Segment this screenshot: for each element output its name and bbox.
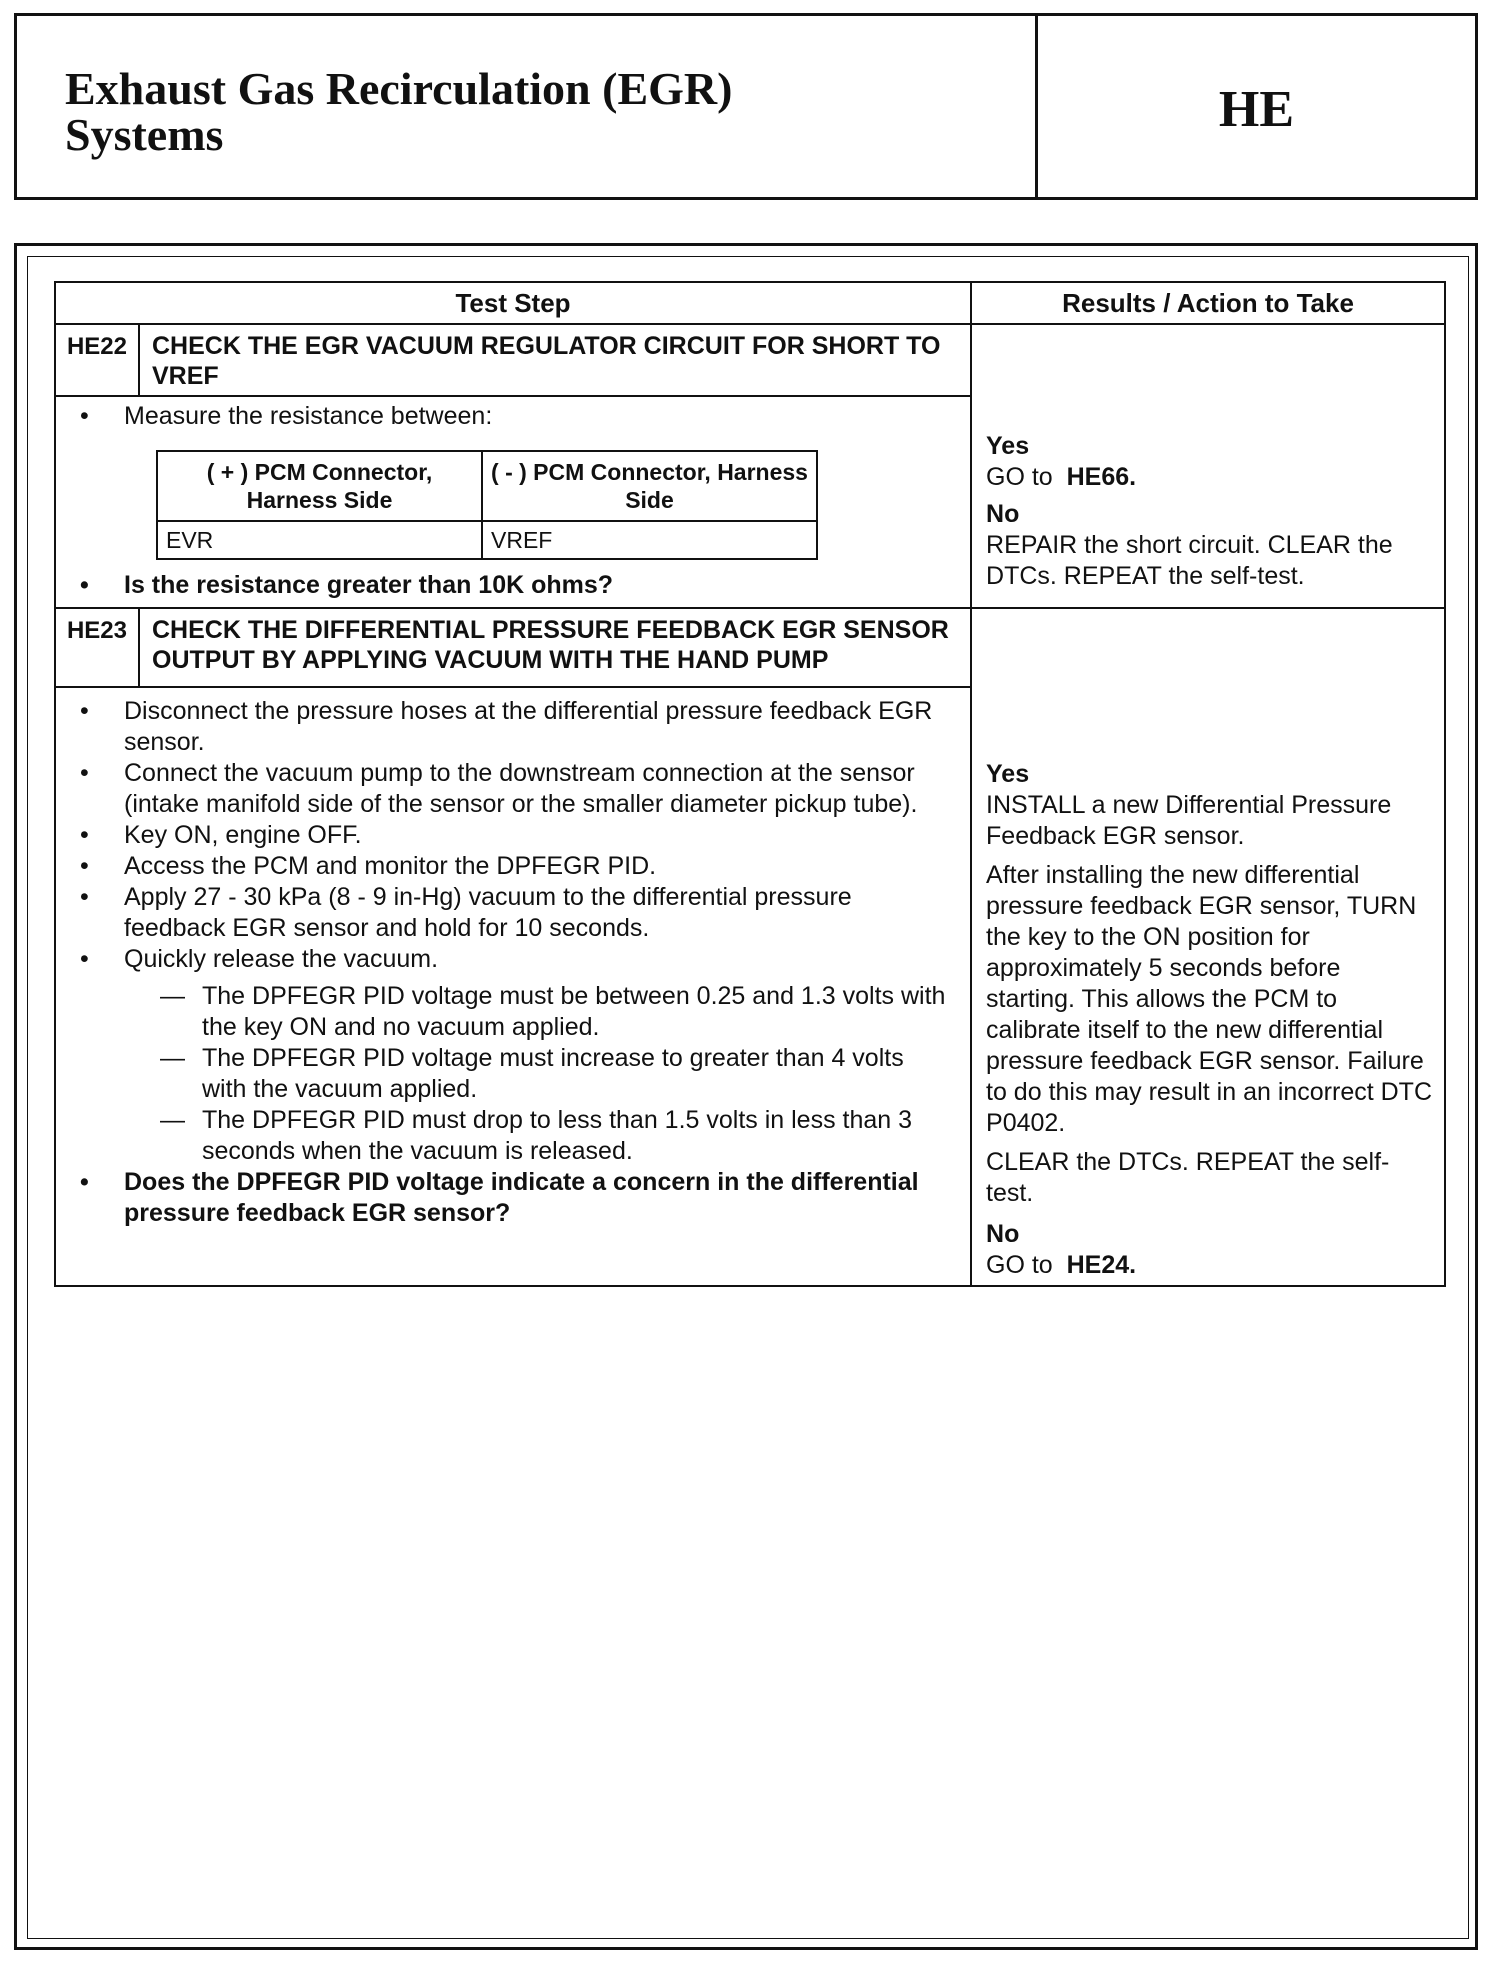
connector-neg-value: VREF: [482, 521, 817, 559]
sub-list-item-text: The DPFEGR PID voltage must be between 0.25 and 1.3 volts with the key ON and no vacuum applied.: [202, 981, 946, 1041]
page-title-line1: Exhaust Gas Recirculation (EGR): [65, 63, 733, 114]
list-item: [76, 851, 950, 882]
result-no-text: REPAIR the short circuit. CLEAR the DTCs. REPEAT the self-test.: [986, 530, 1393, 590]
diagnostic-table: [54, 281, 1446, 1287]
page-header: [14, 13, 1478, 200]
bullet-icon: •: [80, 944, 89, 973]
dash-icon: —: [160, 1043, 185, 1072]
step-results: [971, 608, 1445, 1286]
sub-list-item-text: The DPFEGR PID must drop to less than 1.5 volts in less than 3 seconds when the vacuum is released.: [202, 1105, 913, 1165]
step-question: [76, 1167, 950, 1229]
bullet-icon: •: [80, 882, 89, 911]
test-step-header: Test Step: [55, 282, 971, 324]
list-item: [76, 820, 950, 851]
result-yes-text3: CLEAR the DTCs. REPEAT the self-test.: [986, 1148, 1390, 1207]
results-header: Results / Action to Take: [971, 282, 1445, 324]
sub-list: [118, 981, 950, 1167]
bullet-icon: •: [80, 851, 89, 880]
result-yes-action: [986, 462, 1436, 493]
connector-neg-header: ( - ) PCM Connector, Harness Side: [482, 451, 817, 521]
result-no-label: No: [986, 499, 1020, 528]
list-item-text: Apply 27 - 30 kPa (8 - 9 in-Hg) vacuum to the differential pressure feedback EGR sensor and hold for 10 seconds.: [124, 882, 852, 942]
step-question-text: Is the resistance greater than 10K ohms?: [124, 571, 614, 599]
step-id: HE23: [55, 608, 139, 687]
table-header-row: [55, 282, 1445, 324]
bullet-icon: •: [80, 571, 89, 599]
bullet-icon: •: [80, 1167, 89, 1196]
step-he22-title-row: [55, 324, 1445, 396]
result-yes-label: Yes: [986, 760, 1030, 788]
result-no-prefix: GO to: [986, 1251, 1053, 1279]
list-item-text: Measure the resistance between:: [124, 402, 493, 430]
result-no-target: HE24.: [1066, 1251, 1137, 1279]
step-id: HE22: [55, 324, 139, 396]
section-code: HE: [1218, 81, 1295, 138]
list-item-text: Access the PCM and monitor the DPFEGR PID.: [124, 851, 657, 880]
list-item: [76, 696, 950, 758]
step-results: [971, 324, 1445, 608]
step-question: [76, 570, 950, 601]
dash-icon: —: [160, 1105, 185, 1134]
result-yes-label: Yes: [986, 431, 1030, 460]
bullet-icon: •: [80, 758, 89, 787]
list-item-text: Key ON, engine OFF.: [124, 820, 362, 849]
step-title: CHECK THE DIFFERENTIAL PRESSURE FEEDBACK EGR SENSOR OUTPUT BY APPLYING VACUUM WITH THE HAND PUMP: [139, 608, 971, 687]
bullet-icon: •: [80, 696, 89, 725]
result-yes-prefix: GO to: [986, 462, 1053, 491]
bullet-icon: •: [80, 820, 89, 849]
sub-list-item: [160, 981, 950, 1043]
list-item: [76, 882, 950, 944]
step-title: CHECK THE EGR VACUUM REGULATOR CIRCUIT FOR SHORT TO VREF: [139, 324, 971, 396]
step-body: [55, 396, 971, 608]
result-yes-text1: INSTALL a new Differential Pressure Feedback EGR sensor.: [986, 791, 1392, 850]
result-yes-text2: After installing the new differential pressure feedback EGR sensor, TURN the key to the ON position for approximately 5 seconds before starting. This allows the PCM to calibrate itself to the new differential pressure feedback EGR sensor. Failure to do this may result in an incorrect DTC P0402.: [986, 861, 1433, 1137]
step-body: [55, 687, 971, 1286]
connector-pos-header: ( + ) PCM Connector, Harness Side: [157, 451, 482, 521]
page-title: [17, 16, 1038, 197]
sub-list-item: [160, 1043, 950, 1105]
page-title-line2: Systems: [65, 109, 224, 160]
result-yes-target: HE66.: [1066, 462, 1137, 491]
dash-icon: —: [160, 981, 185, 1010]
list-item: [76, 401, 950, 432]
step-he23-title-row: [55, 608, 1445, 687]
bullet-icon: •: [80, 402, 89, 430]
result-no-label: No: [986, 1220, 1020, 1248]
list-item: [76, 758, 950, 820]
list-item-text: Connect the vacuum pump to the downstream connection at the sensor (intake manifold side of the sensor or the smaller diameter pickup tube).: [124, 758, 918, 818]
result-no-action: [986, 1250, 1436, 1281]
connector-table: [156, 450, 818, 560]
list-item: [76, 944, 950, 975]
step-question-text: Does the DPFEGR PID voltage indicate a concern in the differential pressure feedback EGR sensor?: [124, 1167, 919, 1227]
sub-list-item: [160, 1105, 950, 1167]
connector-pos-value: EVR: [157, 521, 482, 559]
list-item-text: Quickly release the vacuum.: [124, 944, 439, 973]
sub-list-item-text: The DPFEGR PID voltage must increase to greater than 4 volts with the vacuum applied.: [202, 1043, 904, 1103]
list-item-text: Disconnect the pressure hoses at the differential pressure feedback EGR sensor.: [124, 696, 933, 756]
